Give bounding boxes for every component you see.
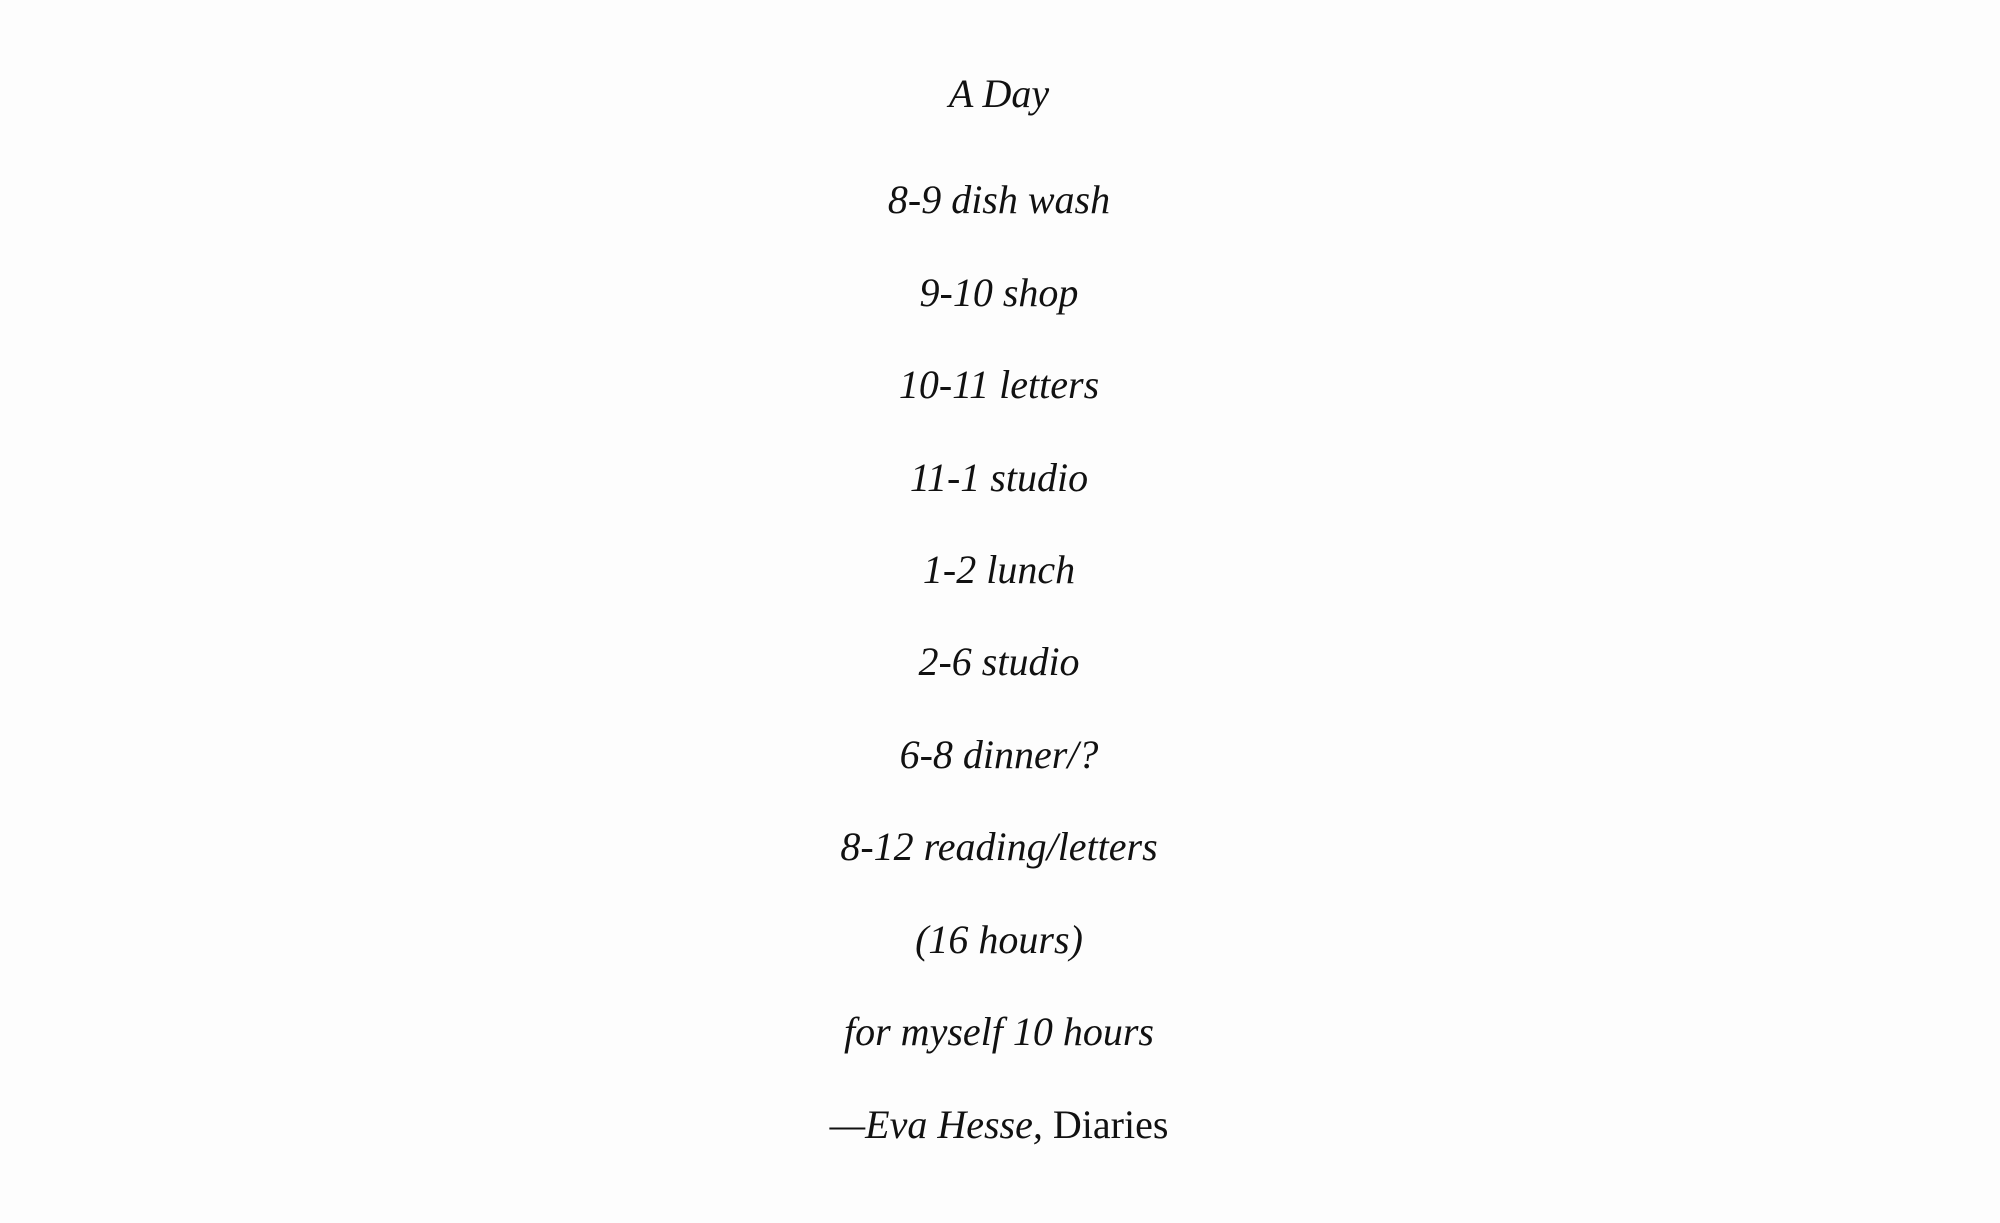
attribution-source: Diaries — [1052, 1102, 1169, 1147]
attribution — [0, 1101, 1998, 1149]
attribution-author: —Eva Hesse, — [829, 1102, 1043, 1147]
poem-line: 9-10 shop — [919, 270, 1079, 315]
poem-line: 11-1 studio — [909, 455, 1089, 500]
poem-line: 8-9 dish wash — [887, 177, 1111, 222]
poem-line: 10-11 letters — [898, 362, 1100, 407]
poem-line: (16 hours) — [915, 917, 1083, 962]
poem-line: for myself 10 hours — [844, 1009, 1154, 1054]
poem-line: 8-12 reading/letters — [840, 824, 1158, 869]
poem-title: A Day — [948, 71, 1050, 116]
poem-line: 2-6 studio — [918, 639, 1080, 684]
poem-line: 6-8 dinner/? — [899, 732, 1099, 777]
poem-line: 1-2 lunch — [922, 547, 1076, 592]
